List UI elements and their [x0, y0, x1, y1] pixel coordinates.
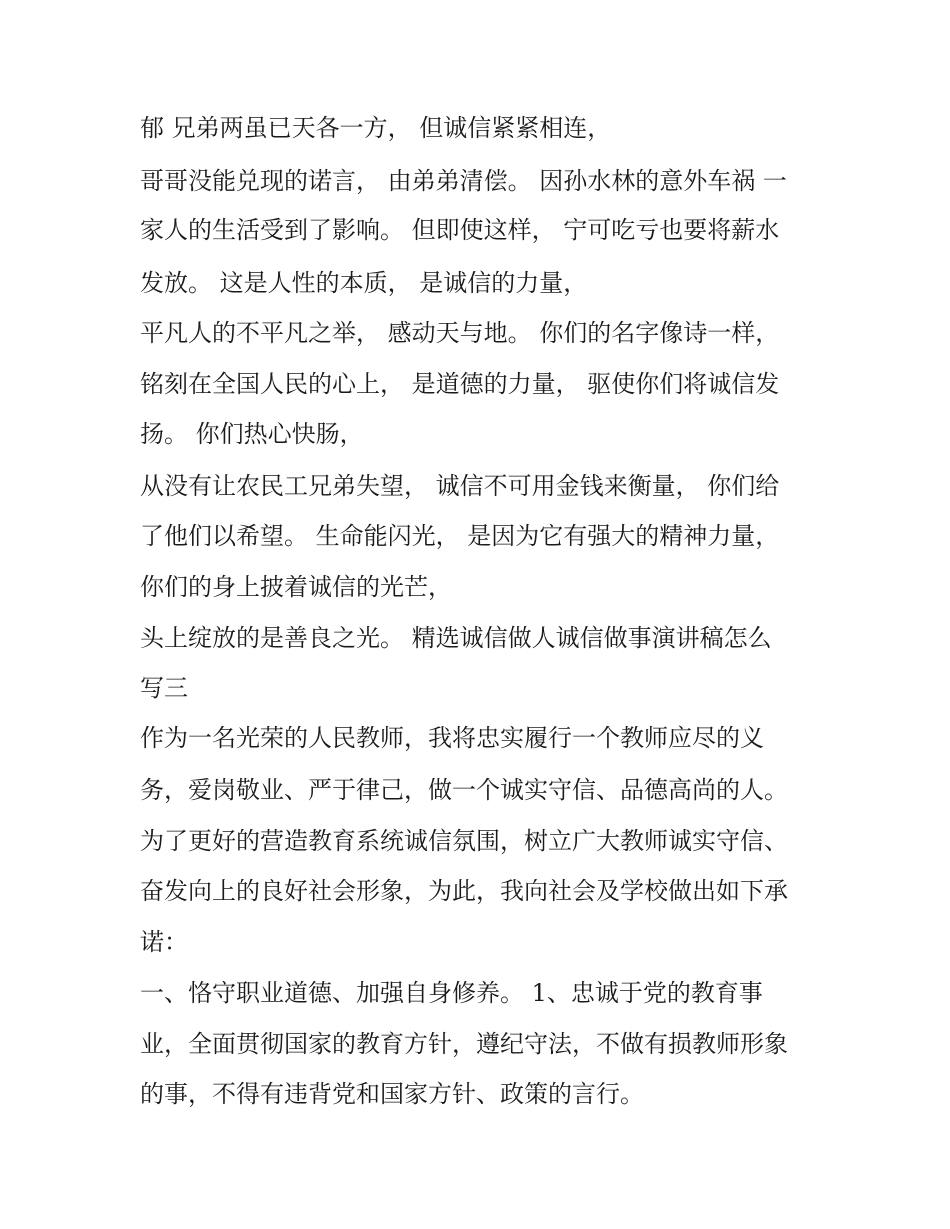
text-line: 铭刻在全国人民的心上， 是道德的力量， 驱使你们将诚信发 — [140, 370, 780, 398]
text-line: 扬。 你们热心快肠， — [140, 420, 364, 448]
text-line: 为了更好的营造教育系统诚信氛围，树立广大教师诚实守信、 — [140, 827, 788, 855]
text-line: 业，全面贯彻国家的教育方针，遵纪守法，不做有损教师形象 — [140, 1030, 788, 1058]
text-line: 诺： — [140, 928, 188, 956]
text-line: 一、恪守职业道德、加强自身修养。 1、忠诚于党的教育事 — [140, 979, 763, 1007]
text-line: 平凡人的不平凡之举， 感动天与地。 你们的名字像诗一样， — [140, 319, 780, 347]
text-line: 作为一名光荣的人民教师，我将忠实履行一个教师应尽的义 — [140, 724, 764, 752]
text-line: 从没有让农民工兄弟失望， 诚信不可用金钱来衡量， 你们给 — [140, 472, 780, 500]
text-line: 你们的身上披着诚信的光芒， — [140, 573, 452, 601]
text-line: 写三 — [140, 674, 188, 702]
text-line: 了他们以希望。 生命能闪光， 是因为它有强大的精神力量， — [140, 522, 780, 550]
text-line: 郁 兄弟两虽已天各一方， 但诚信紧紧相连， — [140, 114, 612, 142]
text-line: 务，爱岗敬业、严于律己，做一个诚实守信、品德高尚的人。 — [140, 776, 788, 804]
text-line: 发放。 这是人性的本质， 是诚信的力量， — [140, 269, 588, 297]
text-line: 家人的生活受到了影响。 但即使这样， 宁可吃亏也要将薪水 — [140, 216, 780, 244]
text-line: 哥哥没能兑现的诺言， 由弟弟清偿。 因孙水林的意外车祸 一 — [140, 167, 787, 195]
text-line: 的事，不得有违背党和国家方针、政策的言行。 — [140, 1080, 644, 1108]
text-line: 奋发向上的良好社会形象，为此，我向社会及学校做出如下承 — [140, 877, 788, 905]
text-line: 头上绽放的是善良之光。 精选诚信做人诚信做事演讲稿怎么 — [140, 624, 772, 652]
